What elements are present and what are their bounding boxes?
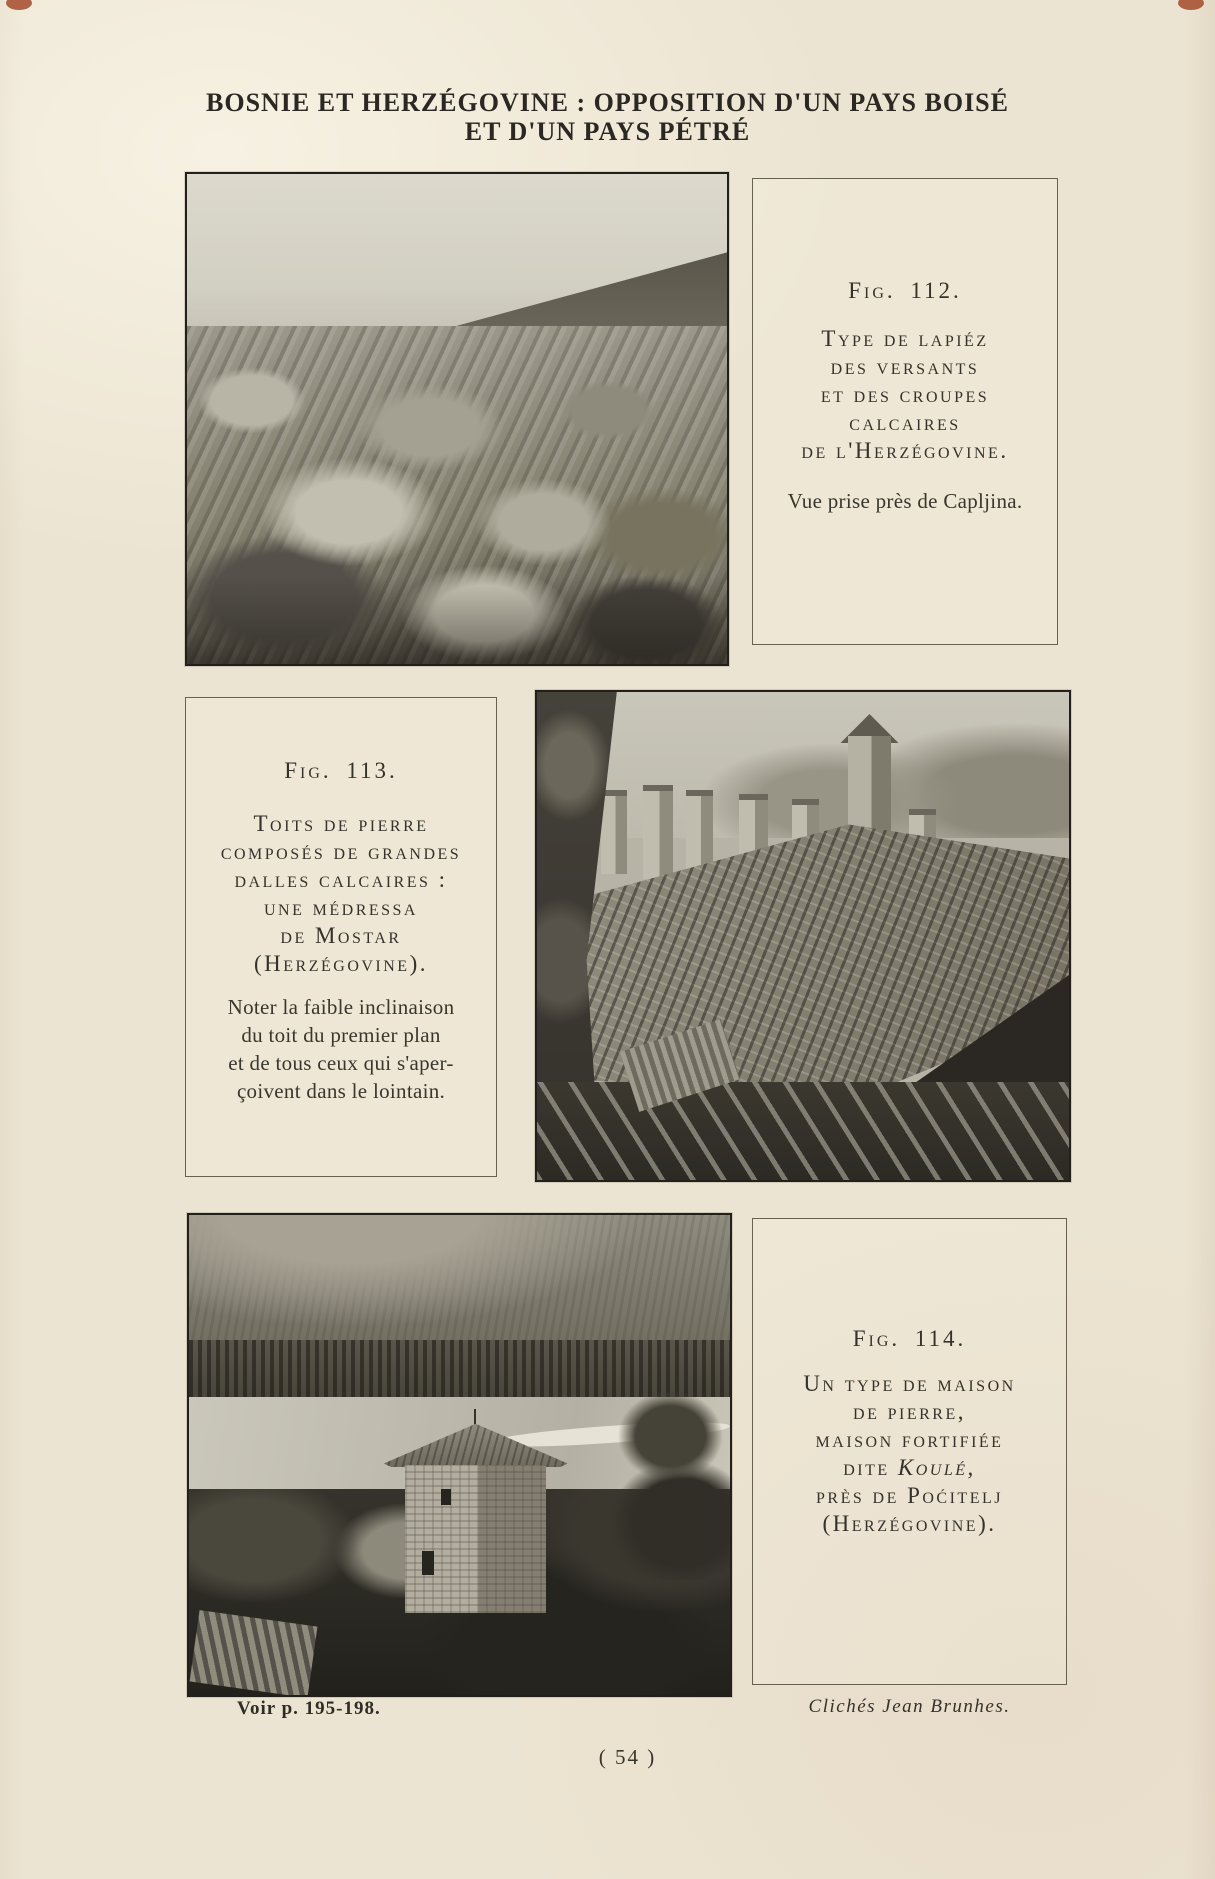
- figure-112-caption-lines: [753, 325, 1057, 465]
- figure-112-photo: [185, 172, 729, 666]
- photo-tower: [405, 1465, 546, 1614]
- figure-113-photo: [535, 690, 1071, 1182]
- photo-chimney: [643, 785, 672, 879]
- photo-tower-window: [422, 1551, 434, 1575]
- figure-114-label: Fig. 114.: [852, 1326, 967, 1351]
- caption-line: Toits de pierre: [253, 811, 429, 836]
- photo-chimney: [601, 790, 628, 874]
- figure-114-caption: [752, 1218, 1067, 1685]
- caption-line: de Mostar: [280, 923, 402, 948]
- caption-line: près de Poćitelj: [816, 1483, 1003, 1508]
- figure-114-caption-lines: [753, 1370, 1066, 1538]
- caption-line: Un type de maison: [803, 1371, 1016, 1396]
- caption-line: dalles calcaires :: [234, 867, 448, 892]
- caption-line: Type de lapiéz: [821, 326, 989, 351]
- caption-line: et des croupes: [820, 382, 990, 407]
- figure-113-label: Fig. 113.: [284, 758, 398, 783]
- note-line: et de tous ceux qui s'aper-: [228, 1051, 454, 1075]
- note-line: du toit du premier plan: [241, 1023, 441, 1047]
- photo-mountain-region: [189, 1215, 730, 1359]
- caption-text: dite: [843, 1455, 898, 1480]
- note-line: Noter la faible inclinaison: [227, 995, 455, 1019]
- figure-114-photo: [187, 1213, 732, 1697]
- figure-112-label: Fig. 112.: [848, 278, 962, 303]
- caption-line: de pierre,: [853, 1399, 966, 1424]
- photo-credit: Clichés Jean Brunhes.: [808, 1696, 1011, 1717]
- caption-italic-koule: Koulé,: [897, 1455, 976, 1480]
- caption-line: une médressa: [264, 895, 418, 920]
- photo-bush-region: [611, 1388, 730, 1580]
- photo-tower-window: [441, 1489, 452, 1506]
- caption-line: des versants: [830, 354, 980, 379]
- see-reference: Voir p. 195-198.: [237, 1698, 381, 1719]
- caption-line: composés de grandes: [220, 839, 462, 864]
- caption-line: maison fortifiée: [815, 1427, 1004, 1452]
- page-number: ( 54 ): [598, 1745, 657, 1769]
- figure-113-caption: [185, 697, 497, 1177]
- caption-line: (Herzégovine).: [254, 951, 428, 976]
- figure-112-note: Vue prise près de Capljina.: [787, 489, 1023, 513]
- photo-stone-slabs: [190, 1610, 318, 1697]
- figure-113-caption-lines: [186, 810, 496, 978]
- photo-shadow-region: [187, 576, 727, 664]
- page-title-line-1: BOSNIE ET HERZÉGOVINE : OPPOSITION D'UN PAYS BOISÉ: [206, 88, 1009, 117]
- figure-112-caption: [752, 178, 1058, 645]
- page-edge-mark-left: [6, 0, 32, 10]
- figure-113-note: [186, 993, 496, 1105]
- caption-line-dite: [753, 1454, 1066, 1482]
- caption-line: de l'Herzégovine.: [801, 438, 1009, 463]
- page-edge-mark-right: [1178, 0, 1204, 10]
- photo-tower-finial: [474, 1409, 476, 1425]
- page-title-line-2: ET D'UN PAYS PÉTRÉ: [464, 117, 751, 146]
- caption-line: (Herzégovine).: [822, 1511, 997, 1536]
- note-line: çoivent dans le lointain.: [236, 1079, 446, 1103]
- caption-line: calcaires: [849, 410, 961, 435]
- photo-foreground-region: [537, 1082, 1069, 1180]
